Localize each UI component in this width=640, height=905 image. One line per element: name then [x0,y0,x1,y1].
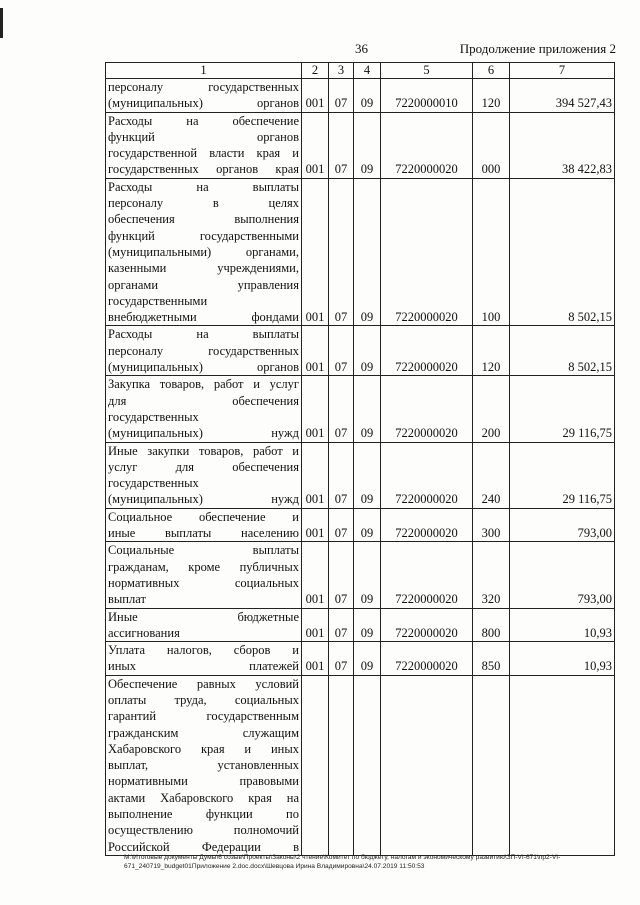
row-description [106,326,302,376]
column-header: 7 [510,63,615,79]
row-description [106,178,302,326]
amount: 38 422,83 [510,112,615,178]
amount: 793,00 [510,508,615,542]
subsection-code: 09 [354,178,381,326]
target-article-code: 7220000020 [381,642,473,676]
admin-code: 001 [302,178,329,326]
description-line: государственной власти края и [108,146,299,161]
budget-table [105,62,615,856]
amount: 793,00 [510,542,615,608]
section-code: 07 [329,79,354,113]
section-code: 07 [329,112,354,178]
table-row [106,376,615,442]
description-line: нормативными правовыми [108,774,299,789]
column-number-row [106,63,615,79]
description-line: Расходы на выплаты [108,327,299,342]
row-description [106,675,302,855]
expense-type-code: 200 [473,376,510,442]
table-row [106,79,615,113]
section-code: 07 [329,508,354,542]
description-line: обеспечения выполнения [108,212,299,227]
admin-code: 001 [302,442,329,508]
description-line: осуществлению полномочий [108,823,299,838]
description-line: (муниципальных) нужд [108,492,299,507]
row-description [106,608,302,642]
column-header: 4 [354,63,381,79]
table-row [106,178,615,326]
subsection-code: 09 [354,542,381,608]
table-row [106,442,615,508]
description-line: Социальные выплаты [108,543,299,558]
subsection-code: 09 [354,442,381,508]
table-row [106,675,615,855]
column-header: 1 [106,63,302,79]
admin-code [302,675,329,855]
subsection-code: 09 [354,79,381,113]
table-body [106,79,615,856]
description-line: выплат [108,592,146,607]
description-line: функций государственными [108,228,299,243]
description-line: ассигнования [108,625,180,640]
admin-code: 001 [302,79,329,113]
description-line: иных платежей [108,659,299,674]
target-article-code: 7220000020 [381,542,473,608]
row-description [106,642,302,676]
description-line: оплаты труда, социальных [108,692,299,707]
section-code: 07 [329,608,354,642]
amount: 10,93 [510,642,615,676]
description-line: персоналу государственных [108,80,299,94]
target-article-code: 7220000020 [381,326,473,376]
description-line: выплат, установленных [108,758,299,773]
table-row [106,542,615,608]
description-line: государственными [108,293,208,308]
section-code: 07 [329,442,354,508]
subsection-code: 09 [354,112,381,178]
row-description [106,542,302,608]
row-description [106,79,302,113]
table-row [106,642,615,676]
description-line: выполнение функции по [108,807,299,822]
amount: 29 116,75 [510,442,615,508]
target-article-code: 7220000010 [381,79,473,113]
footer-line: 671_240719_budget01Приложение 2.doc.docx\Шевцова Ирина Владимировна\24.07.2019 11:50:53 [124,863,425,870]
description-line: нормативных социальных [108,575,299,590]
column-header: 3 [329,63,354,79]
description-line: Обеспечение равных условий [108,676,299,691]
description-line: Расходы на обеспечение [108,113,299,128]
description-line: казенными учреждениями, [108,261,299,276]
table-row [106,508,615,542]
expense-type-code: 120 [473,326,510,376]
table-row [106,112,615,178]
subsection-code [354,675,381,855]
amount: 8 502,15 [510,178,615,326]
description-line: Расходы на выплаты [108,179,299,194]
expense-type-code: 240 [473,442,510,508]
scan-edge-mark [0,8,3,38]
page-header [0,41,640,59]
description-line: (муниципальных) нужд [108,426,299,441]
description-line: Иные закупки товаров, работ и [108,443,299,458]
description-line: гражданам, кроме публичных [108,559,299,574]
expense-type-code: 100 [473,178,510,326]
admin-code: 001 [302,508,329,542]
target-article-code: 7220000020 [381,608,473,642]
section-code [329,675,354,855]
description-line: государственных [108,409,199,424]
expense-type-code: 120 [473,79,510,113]
amount: 394 527,43 [510,79,615,113]
description-line: Иные бюджетные [108,609,299,624]
description-line: функций органов [108,129,299,144]
description-line: Социальное обеспечение и [108,509,299,524]
column-header: 5 [381,63,473,79]
target-article-code: 7220000020 [381,442,473,508]
expense-type-code [473,675,510,855]
description-line: (муниципальными) органами, [108,244,299,259]
section-code: 07 [329,542,354,608]
description-line: внебюджетными фондами [108,310,299,325]
target-article-code: 7220000020 [381,376,473,442]
expense-type-code: 850 [473,642,510,676]
row-description [106,376,302,442]
page-number: 36 [355,41,368,56]
expense-type-code: 800 [473,608,510,642]
section-code: 07 [329,326,354,376]
description-line: (муниципальных) органов [108,96,299,111]
subsection-code: 09 [354,508,381,542]
subsection-code: 09 [354,376,381,442]
admin-code: 001 [302,642,329,676]
table-row [106,608,615,642]
footer-line: М:\Итоговые документы Думы\6 созыв\Проекты\Законы\2 чтение\Комитет по бюджету, налогам и экономическому развитию\ЗП-VI-671\пр2-VI- [124,854,561,861]
table-row [106,326,615,376]
admin-code: 001 [302,112,329,178]
description-line: для обеспечения [108,393,299,408]
row-description [106,442,302,508]
description-line: государственных органов края [108,162,299,177]
section-code: 07 [329,376,354,442]
expense-type-code: 300 [473,508,510,542]
row-description [106,112,302,178]
subsection-code: 09 [354,326,381,376]
description-line: (муниципальных) органов [108,360,299,375]
admin-code: 001 [302,542,329,608]
column-header: 6 [473,63,510,79]
description-line: Российской Федерации в [108,839,299,854]
description-line: услуг для обеспечения [108,459,299,474]
file-path-footer [124,853,614,871]
column-header: 2 [302,63,329,79]
description-line: гражданским служащим [108,725,299,740]
amount: 10,93 [510,608,615,642]
continuation-label: Продолжение приложения 2 [459,41,616,56]
description-line: актами Хабаровского края на [108,790,299,805]
subsection-code: 09 [354,642,381,676]
target-article-code: 7220000020 [381,112,473,178]
expense-type-code: 000 [473,112,510,178]
admin-code: 001 [302,608,329,642]
admin-code: 001 [302,326,329,376]
description-line: персоналу в целях [108,196,299,211]
section-code: 07 [329,178,354,326]
description-line: государственных [108,476,199,491]
expense-type-code: 320 [473,542,510,608]
description-line: Хабаровского края и иных [108,741,299,756]
section-code: 07 [329,642,354,676]
description-line: Уплата налогов, сборов и [108,643,299,658]
subsection-code: 09 [354,608,381,642]
description-line: персоналу государственных [108,343,299,358]
admin-code: 001 [302,376,329,442]
row-description [106,508,302,542]
description-line: иные выплаты населению [108,526,299,541]
amount: 29 116,75 [510,376,615,442]
description-line: Закупка товаров, работ и услуг [108,377,299,392]
amount: 8 502,15 [510,326,615,376]
description-line: органами управления [108,277,299,292]
target-article-code: 7220000020 [381,508,473,542]
target-article-code [381,675,473,855]
description-line: гарантий государственным [108,709,299,724]
amount [510,675,615,855]
target-article-code: 7220000020 [381,178,473,326]
